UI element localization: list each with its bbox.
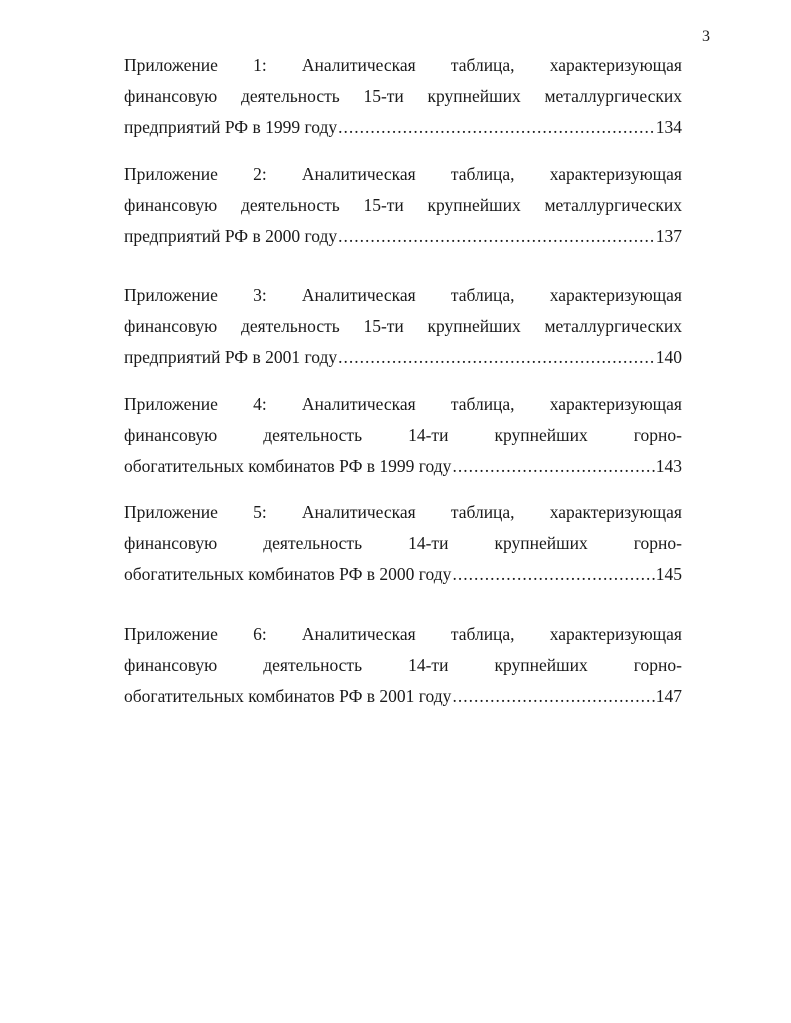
toc-entry-appendix-4[interactable] bbox=[124, 389, 682, 482]
dot-leader bbox=[452, 681, 654, 712]
word: характеризующая bbox=[549, 55, 682, 75]
toc-entry-page-number: 143 bbox=[655, 456, 682, 476]
dot-leader bbox=[338, 342, 655, 373]
word: крупнейших bbox=[427, 316, 521, 336]
toc-entry-page-number: 140 bbox=[655, 347, 682, 367]
word: крупнейших bbox=[494, 425, 588, 445]
toc-entry-appendix-2[interactable] bbox=[124, 159, 682, 252]
toc-entry-page-number: 137 bbox=[655, 226, 682, 246]
word: деятельность bbox=[240, 195, 340, 215]
word: Приложение bbox=[124, 285, 218, 305]
word: Приложение bbox=[124, 55, 218, 75]
word: крупнейших bbox=[494, 533, 588, 553]
word: 5: bbox=[253, 502, 267, 522]
word: таблица, bbox=[450, 624, 515, 644]
word: финансовую bbox=[124, 533, 218, 553]
word: Аналитическая bbox=[301, 285, 416, 305]
toc-entry-appendix-3[interactable] bbox=[124, 280, 682, 373]
toc-entry-line-2 bbox=[124, 311, 682, 342]
toc-entry-appendix-5[interactable] bbox=[124, 497, 682, 590]
word: таблица, bbox=[450, 285, 515, 305]
word: металлургических bbox=[544, 316, 682, 336]
word: горно- bbox=[633, 425, 682, 445]
toc-entry-line-3 bbox=[124, 681, 682, 712]
dot-leader bbox=[452, 559, 654, 590]
word: Приложение bbox=[124, 394, 218, 414]
word: 3: bbox=[253, 285, 267, 305]
word: финансовую bbox=[124, 316, 218, 336]
word: Аналитическая bbox=[301, 394, 416, 414]
toc-entry-tail-text: предприятий РФ в 2001 году bbox=[124, 347, 338, 367]
toc-entry-line-3 bbox=[124, 342, 682, 373]
word: Аналитическая bbox=[301, 55, 416, 75]
word: финансовую bbox=[124, 86, 218, 106]
word: крупнейших bbox=[494, 655, 588, 675]
toc-entry-line-3 bbox=[124, 559, 682, 590]
toc-entry-appendix-1[interactable] bbox=[124, 50, 682, 143]
page-number: 3 bbox=[702, 28, 710, 45]
word: деятельность bbox=[263, 533, 363, 553]
toc-entry-line-3 bbox=[124, 221, 682, 252]
word: крупнейших bbox=[427, 195, 521, 215]
dot-leader bbox=[338, 112, 655, 143]
toc-entry-line-3 bbox=[124, 112, 682, 143]
word: деятельность bbox=[240, 86, 340, 106]
word: таблица, bbox=[450, 164, 515, 184]
toc-entry-line-3 bbox=[124, 451, 682, 482]
toc-entry-line-1 bbox=[124, 619, 682, 650]
toc-entry-line-1 bbox=[124, 389, 682, 420]
word: металлургических bbox=[544, 195, 682, 215]
word: таблица, bbox=[450, 502, 515, 522]
word: 2: bbox=[253, 164, 267, 184]
toc-entry-line-1 bbox=[124, 159, 682, 190]
toc-entry-line-1 bbox=[124, 280, 682, 311]
word: финансовую bbox=[124, 425, 218, 445]
word: Приложение bbox=[124, 502, 218, 522]
word: 6: bbox=[253, 624, 267, 644]
word: 15-ти bbox=[363, 195, 404, 215]
word: Приложение bbox=[124, 624, 218, 644]
toc-entry-line-2 bbox=[124, 420, 682, 451]
toc-entry-tail-text: обогатительных комбинатов РФ в 1999 году bbox=[124, 456, 452, 476]
word: характеризующая bbox=[549, 285, 682, 305]
toc-entry-tail-text: предприятий РФ в 1999 году bbox=[124, 117, 338, 137]
toc-entry-page-number: 147 bbox=[655, 686, 682, 706]
toc-entry-line-2 bbox=[124, 190, 682, 221]
toc-entry-line-2 bbox=[124, 81, 682, 112]
toc-entry-tail-text: обогатительных комбинатов РФ в 2000 году bbox=[124, 564, 452, 584]
word: 14-ти bbox=[408, 655, 449, 675]
word: Аналитическая bbox=[301, 502, 416, 522]
toc-entry-tail-text: предприятий РФ в 2000 году bbox=[124, 226, 338, 246]
toc-entry-appendix-6[interactable] bbox=[124, 619, 682, 712]
dot-leader bbox=[338, 221, 655, 252]
word: финансовую bbox=[124, 655, 218, 675]
word: 15-ти bbox=[363, 316, 404, 336]
word: 15-ти bbox=[363, 86, 404, 106]
toc-entry-line-1 bbox=[124, 50, 682, 81]
word: Приложение bbox=[124, 164, 218, 184]
word: таблица, bbox=[450, 55, 515, 75]
word: деятельность bbox=[263, 425, 363, 445]
word: горно- bbox=[633, 533, 682, 553]
word: 4: bbox=[253, 394, 267, 414]
word: характеризующая bbox=[549, 502, 682, 522]
word: деятельность bbox=[240, 316, 340, 336]
toc-entry-page-number: 134 bbox=[655, 117, 682, 137]
toc-entry-line-2 bbox=[124, 528, 682, 559]
word: Аналитическая bbox=[301, 164, 416, 184]
toc-entry-line-2 bbox=[124, 650, 682, 681]
word: характеризующая bbox=[549, 164, 682, 184]
word: характеризующая bbox=[549, 394, 682, 414]
word: финансовую bbox=[124, 195, 218, 215]
word: крупнейших bbox=[427, 86, 521, 106]
word: горно- bbox=[633, 655, 682, 675]
toc-entry-page-number: 145 bbox=[655, 564, 682, 584]
dot-leader bbox=[452, 451, 654, 482]
word: 14-ти bbox=[408, 533, 449, 553]
word: характеризующая bbox=[549, 624, 682, 644]
word: 14-ти bbox=[408, 425, 449, 445]
word: Аналитическая bbox=[301, 624, 416, 644]
toc-entry-line-1 bbox=[124, 497, 682, 528]
word: металлургических bbox=[544, 86, 682, 106]
word: таблица, bbox=[450, 394, 515, 414]
toc-entry-tail-text: обогатительных комбинатов РФ в 2001 году bbox=[124, 686, 452, 706]
word: 1: bbox=[253, 55, 267, 75]
word: деятельность bbox=[263, 655, 363, 675]
